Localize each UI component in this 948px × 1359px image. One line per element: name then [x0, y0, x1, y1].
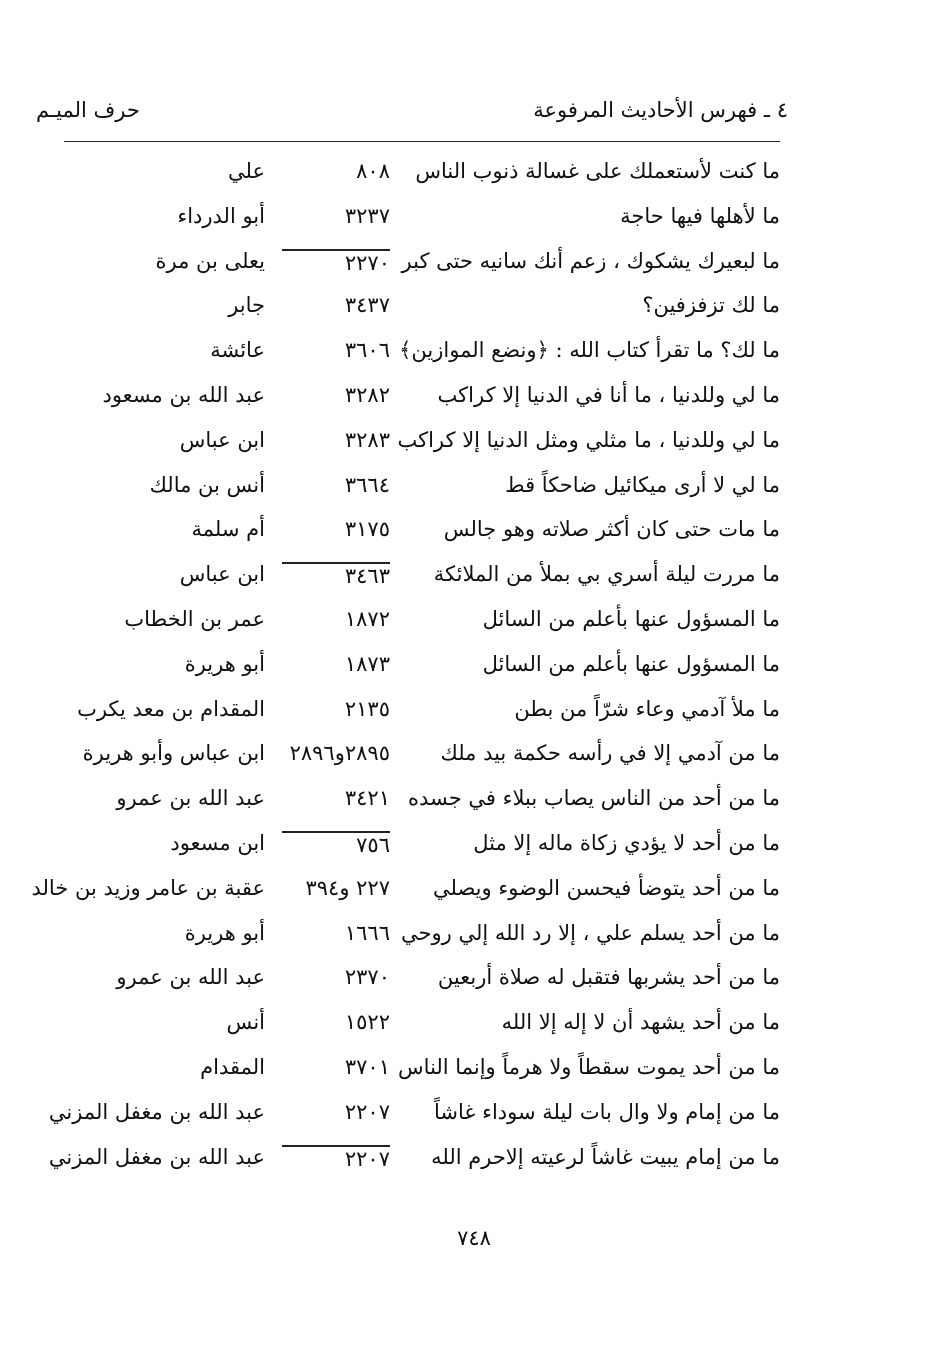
- hadith-text: ما من إمام يبيت غاشاً لرعيته إلاحرم الله: [431, 1144, 780, 1169]
- index-entry: [0, 1141, 948, 1186]
- narrator: أبو هريرة: [184, 651, 265, 676]
- index-entry: [0, 1051, 948, 1096]
- hadith-number: ٢٢٧٠: [282, 249, 390, 275]
- hadith-text: ما من أحد يسلم علي ، إلا رد الله إلي روحي: [401, 920, 780, 945]
- index-entry: [0, 334, 948, 379]
- index-entry: [0, 1006, 948, 1051]
- narrator: ابن عباس: [179, 562, 265, 587]
- hadith-number: ٢٢٠٧: [344, 1099, 390, 1124]
- hadith-text: ما من أحد يشهد أن لا إله إلا الله: [501, 1010, 780, 1035]
- hadith-text: ما مررت ليلة أسري بي بملأ من الملائكة: [433, 562, 780, 587]
- hadith-number: ٣٦٠٦: [344, 338, 390, 363]
- hadith-text: ما لك؟ ما تقرأ كتاب الله : ﴿ونضع الموازين﴾: [399, 338, 780, 363]
- header-rule: [64, 141, 780, 142]
- index-entry: [0, 289, 948, 334]
- index-entry: [0, 513, 948, 558]
- narrator: ابن عباس وأبو هريرة: [82, 741, 265, 766]
- hadith-number: ٣١٧٥: [344, 517, 390, 542]
- hadith-number: ٣٧٠١: [344, 1054, 390, 1079]
- narrator: عبد الله بن مسعود: [102, 382, 265, 407]
- index-entry: [0, 379, 948, 424]
- hadith-number: ١٥٢٢: [344, 1010, 390, 1035]
- hadith-index-list: [0, 155, 948, 1185]
- hadith-text: ما من آدمي إلا في رأسه حكمة بيد ملك: [440, 741, 780, 766]
- hadith-number: ٨٠٨: [356, 159, 390, 183]
- narrator: عبد الله بن مغفل المزني: [48, 1144, 265, 1169]
- index-entry: [0, 737, 948, 782]
- hadith-number: ٣٤٣٧: [344, 293, 390, 318]
- index-entry: [0, 961, 948, 1006]
- index-entry: [0, 603, 948, 648]
- narrator: أبو هريرة: [184, 920, 265, 945]
- narrator: علي: [228, 159, 265, 183]
- hadith-text: ما لك تزفزفين؟: [642, 293, 780, 318]
- hadith-text: ما ملأ آدمي وعاء شرّاً من بطن: [514, 696, 780, 721]
- narrator: أنس بن مالك: [149, 472, 265, 497]
- hadith-number: ٢٣٧٠: [344, 965, 390, 990]
- hadith-number: ٣٢٨٢: [344, 382, 390, 407]
- hadith-number: ٢٢٠٧: [282, 1145, 390, 1171]
- narrator: المقدام بن معد يكرب: [77, 696, 265, 721]
- index-entry: [0, 245, 948, 290]
- hadith-number: ٣٦٦٤: [344, 472, 390, 497]
- narrator: أم سلمة: [191, 517, 265, 542]
- hadith-number: ٣٤٦٣: [282, 562, 390, 588]
- hadith-text: ما من أحد من الناس يصاب ببلاء في جسده: [407, 786, 780, 811]
- narrator: ابن عباس: [179, 427, 265, 452]
- hadith-text: ما من أحد يشربها فتقبل له صلاة أربعين: [437, 965, 780, 990]
- narrator: عقبة بن عامر وزيد بن خالد: [31, 875, 265, 900]
- index-entry: [0, 1096, 948, 1141]
- narrator: أنس: [226, 1010, 265, 1035]
- hadith-text: ما من أحد يموت سقطاً ولا هرماً وإنما الناس: [398, 1054, 780, 1079]
- narrator: عائشة: [210, 338, 265, 363]
- index-entry: [0, 827, 948, 872]
- hadith-text: ما من إمام ولا وال بات ليلة سوداء غاشاً: [434, 1099, 780, 1124]
- index-entry: [0, 693, 948, 738]
- hadith-number: ٣٢٣٧: [344, 203, 390, 228]
- hadith-text: ما لي وللدنيا ، ما مثلي ومثل الدنيا إلا كراكب: [397, 427, 780, 452]
- hadith-number: ٢٨٩٥و٢٨٩٦: [289, 741, 390, 766]
- letter-title: حرف الميـم: [36, 98, 140, 122]
- hadith-number: ١٨٧٢: [344, 606, 390, 631]
- narrator: عبد الله بن عمرو: [116, 965, 265, 990]
- hadith-text: ما لي وللدنيا ، ما أنا في الدنيا إلا كراكب: [437, 382, 780, 407]
- hadith-text: ما المسؤول عنها بأعلم من السائل: [482, 606, 780, 631]
- index-entry: [0, 469, 948, 514]
- narrator: ابن مسعود: [170, 830, 265, 855]
- narrator: عبد الله بن عمرو: [116, 786, 265, 811]
- index-entry: [0, 155, 948, 200]
- narrator: يعلى بن مرة: [155, 248, 265, 273]
- hadith-number: ٢٢٧ و٣٩٤: [305, 875, 390, 900]
- hadith-text: ما المسؤول عنها بأعلم من السائل: [482, 651, 780, 676]
- hadith-text: ما كنت لأستعملك على غسالة ذنوب الناس: [415, 159, 780, 183]
- hadith-number: ٣٢٨٣: [344, 427, 390, 452]
- hadith-text: ما من أحد يتوضأ فيحسن الوضوء ويصلي: [433, 875, 780, 900]
- hadith-number: ١٨٧٣: [344, 651, 390, 676]
- index-entry: [0, 558, 948, 603]
- section-title: ٤ ـ فهرس الأحاديث المرفوعة: [533, 98, 788, 122]
- index-entry: [0, 782, 948, 827]
- hadith-text: ما من أحد لا يؤدي زكاة ماله إلا مثل: [473, 830, 780, 855]
- index-entry: [0, 200, 948, 245]
- narrator: أبو الدرداء: [177, 203, 265, 228]
- hadith-number: ٣٤٢١: [344, 786, 390, 811]
- hadith-text: ما لأهلها فيها حاجة: [620, 203, 780, 228]
- hadith-number: ٢١٣٥: [344, 696, 390, 721]
- page-number: ٧٤٨: [457, 1226, 491, 1250]
- narrator: عبد الله بن مغفل المزني: [48, 1099, 265, 1124]
- narrator: عمر بن الخطاب: [124, 606, 265, 631]
- hadith-number: ٧٥٦: [282, 831, 390, 857]
- index-entry: [0, 917, 948, 962]
- index-entry: [0, 872, 948, 917]
- narrator: جابر: [228, 293, 265, 318]
- hadith-text: ما مات حتى كان أكثر صلاته وهو جالس: [443, 517, 780, 542]
- hadith-text: ما لي لا أرى ميكائيل ضاحكاً قط: [505, 472, 780, 497]
- index-entry: [0, 648, 948, 693]
- hadith-number: ١٦٦٦: [344, 920, 390, 945]
- hadith-text: ما لبعيرك يشكوك ، زعم أنك سانيه حتى كبر: [401, 248, 780, 273]
- narrator: المقدام: [200, 1054, 265, 1079]
- index-entry: [0, 424, 948, 469]
